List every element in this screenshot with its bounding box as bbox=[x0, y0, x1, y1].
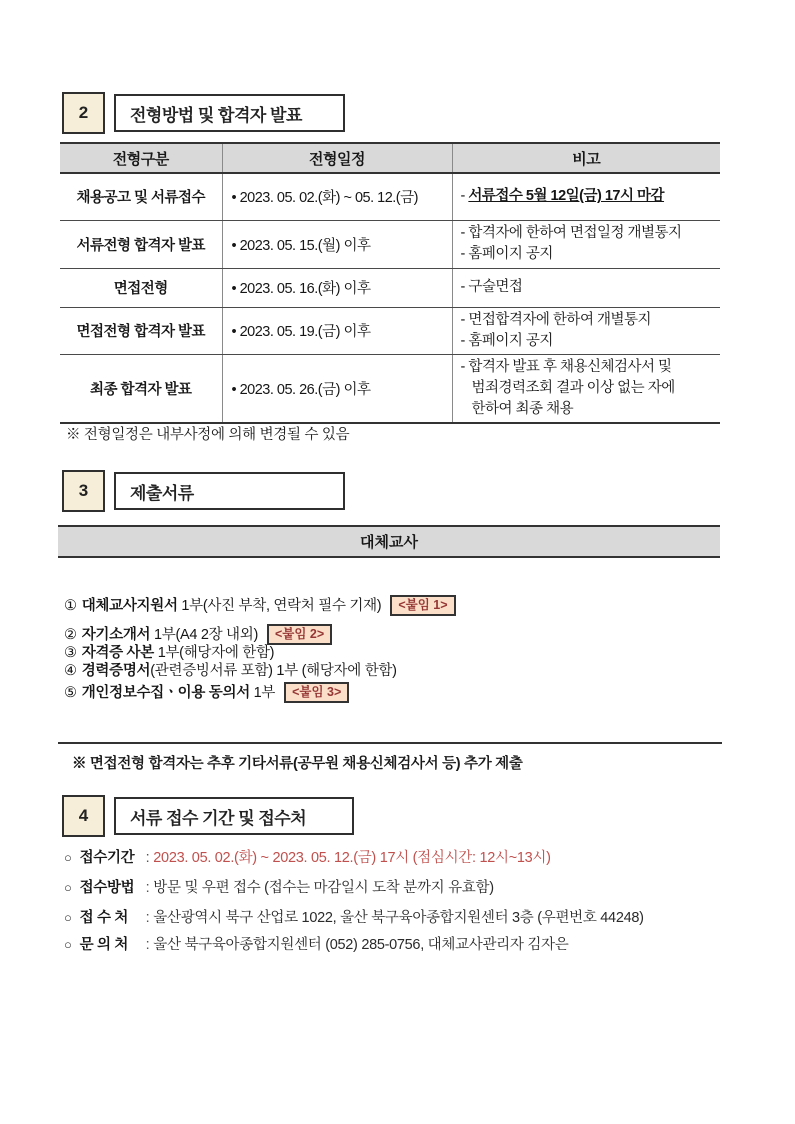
document-item-4: ④ 경력증명서(관련증빙서류 포함) 1부 (해당자에 한함) bbox=[64, 663, 397, 679]
deadline-emphasis: 서류접수 5월 12일(금) 17시 마감 bbox=[468, 188, 665, 205]
row-schedule: • 2023. 05. 15.(월) 이후 bbox=[222, 220, 452, 268]
circle-bullet: ○ bbox=[64, 850, 72, 865]
circle-bullet: ○ bbox=[64, 937, 72, 952]
document-item-1: ① 대체교사지원서 1부(사진 부착, 연락처 필수 기재) <붙임 1> bbox=[64, 594, 456, 616]
item-number: ② bbox=[64, 627, 77, 643]
header-selection-schedule: 전형일정 bbox=[222, 143, 452, 173]
item-number: ④ bbox=[64, 663, 77, 679]
table-row bbox=[60, 220, 720, 268]
schedule-change-note: ※ 전형일정은 내부사정에 의해 변경될 수 있음 bbox=[66, 427, 350, 443]
attachment-1-tag: <붙임 1> bbox=[390, 595, 455, 616]
row-category: 최종 합격자 발표 bbox=[60, 354, 222, 423]
section-4-title: 서류 접수 기간 및 접수처 bbox=[114, 797, 354, 835]
item-number: ⑤ bbox=[64, 685, 77, 701]
row-schedule: • 2023. 05. 26.(금) 이후 bbox=[222, 354, 452, 423]
reception-address-value: 울산광역시 북구 산업로 1022, 울산 북구육아종합지원센터 3층 (우편번호 44248) bbox=[153, 910, 644, 926]
document-item-2: ② 자기소개서 1부(A4 2장 내외) <붙임 2> bbox=[64, 623, 332, 645]
reception-contact-value: 울산 북구육아종합지원센터 (052) 285-0756, 대체교사관리자 김자은 bbox=[153, 937, 569, 953]
row-remark: - 면접합격자에 한하여 개별통지 - 홈페이지 공지 bbox=[452, 307, 720, 354]
attachment-2-tag: <붙임 2> bbox=[267, 624, 332, 645]
section-2-number-badge: 2 bbox=[62, 92, 105, 134]
row-remark: - 합격자 발표 후 채용신체검사서 및 범죄경력조회 결과 이상 없는 자에 한하여 최종 채용 bbox=[452, 354, 720, 423]
circle-bullet: ○ bbox=[64, 910, 72, 925]
row-category: 면접전형 bbox=[60, 268, 222, 307]
horizontal-divider bbox=[58, 742, 722, 744]
reception-method-value: 방문 및 우편 접수 (접수는 마감일시 도착 분까지 유효함) bbox=[153, 880, 494, 896]
row-category: 채용공고 및 서류접수 bbox=[60, 173, 222, 220]
row-remark: - 구술면접 bbox=[452, 268, 720, 307]
section-3-title: 제출서류 bbox=[114, 472, 345, 510]
row-schedule: • 2023. 05. 16.(화) 이후 bbox=[222, 268, 452, 307]
item-number: ① bbox=[64, 598, 77, 614]
section-2-title: 전형방법 및 합격자 발표 bbox=[114, 94, 345, 132]
row-schedule: • 2023. 05. 19.(금) 이후 bbox=[222, 307, 452, 354]
section-3-number-badge: 3 bbox=[62, 470, 105, 512]
reception-period-row: ○ 접수기간 : 2023. 05. 02.(화) ~ 2023. 05. 12.(금) 17시 (점심시간: 12시~13시) bbox=[64, 850, 551, 866]
row-remark: - 서류접수 5월 12일(금) 17시 마감 bbox=[452, 173, 720, 220]
reception-contact-row: ○ 문 의 처 : 울산 북구육아종합지원센터 (052) 285-0756, 대체교사관리자 김자은 bbox=[64, 937, 569, 953]
substitute-teacher-bar: 대체교사 bbox=[58, 525, 720, 558]
table-row bbox=[60, 268, 720, 307]
reception-address-row: ○ 접 수 처 : 울산광역시 북구 산업로 1022, 울산 북구육아종합지원센터 3층 (우편번호 44248) bbox=[64, 910, 644, 926]
header-selection-type: 전형구분 bbox=[60, 143, 222, 173]
table-row bbox=[60, 354, 720, 423]
attachment-3-tag: <붙임 3> bbox=[284, 682, 349, 703]
selection-schedule-table bbox=[60, 142, 720, 424]
additional-documents-note: ※ 면접전형 합격자는 추후 기타서류(공무원 채용신체검사서 등) 추가 제출 bbox=[72, 756, 523, 772]
row-schedule: • 2023. 05. 02.(화) ~ 05. 12.(금) bbox=[222, 173, 452, 220]
document-item-5: ⑤ 개인정보수집ㆍ이용 동의서 1부 <붙임 3> bbox=[64, 681, 349, 703]
section-4-number-badge: 4 bbox=[62, 795, 105, 837]
row-remark: - 합격자에 한하여 면접일정 개별통지 - 홈페이지 공지 bbox=[452, 220, 720, 268]
circle-bullet: ○ bbox=[64, 880, 72, 895]
row-category: 면접전형 합격자 발표 bbox=[60, 307, 222, 354]
table-row bbox=[60, 173, 720, 220]
reception-method-row: ○ 접수방법 : 방문 및 우편 접수 (접수는 마감일시 도착 분까지 유효함) bbox=[64, 880, 494, 896]
row-category: 서류전형 합격자 발표 bbox=[60, 220, 222, 268]
reception-period-value: 2023. 05. 02.(화) ~ 2023. 05. 12.(금) 17시 (점심시간: 12시~13시) bbox=[153, 850, 551, 866]
table-row bbox=[60, 307, 720, 354]
item-number: ③ bbox=[64, 645, 77, 661]
document-item-3: ③ 자격증 사본 1부(해당자에 한함) bbox=[64, 645, 275, 661]
table-header-row bbox=[60, 143, 720, 173]
header-remarks: 비고 bbox=[452, 143, 720, 173]
